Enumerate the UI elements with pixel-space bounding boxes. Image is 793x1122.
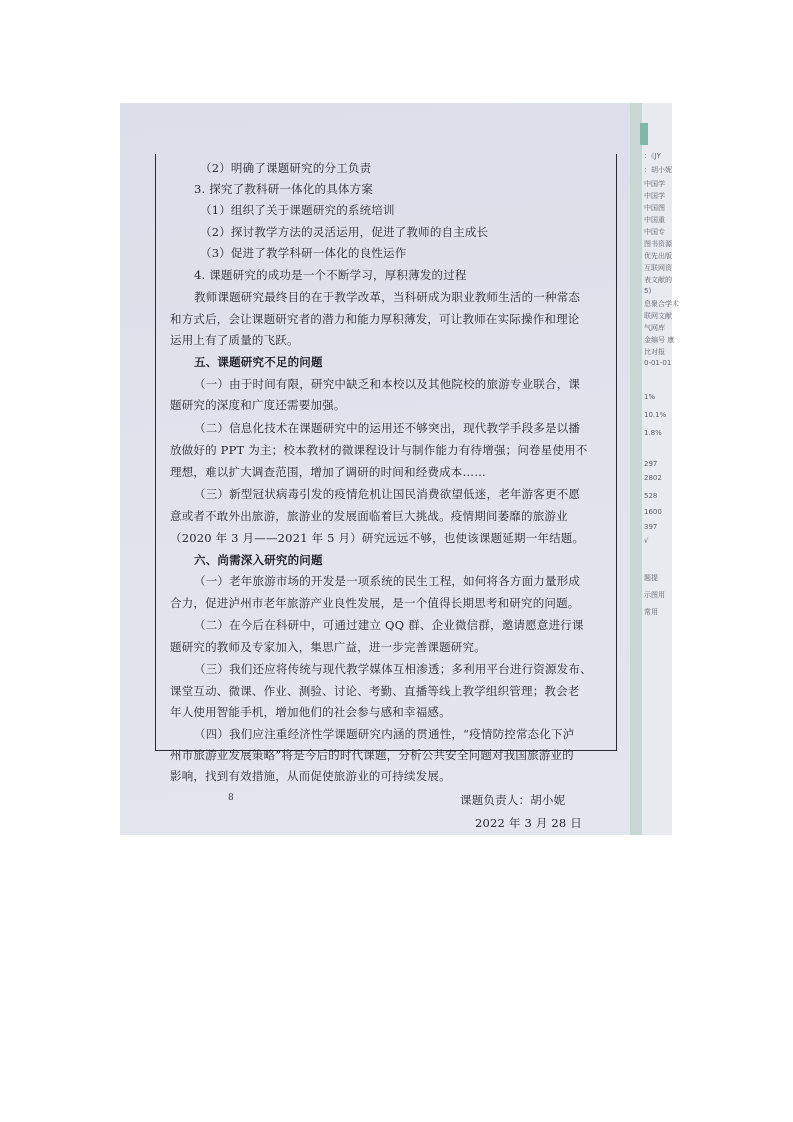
text-line: （2）探讨教学方法的灵活运用，促进了教师的自主成长 bbox=[200, 225, 489, 239]
background-text: ：胡小妮 bbox=[644, 166, 672, 174]
text-line: （三）新型冠状病毒引发的疫情危机让国民消费欲望低迷，老年游客更不愿 bbox=[194, 487, 581, 501]
section-heading: 五、课题研究不足的问题 bbox=[194, 355, 323, 369]
background-text: 中国专 bbox=[644, 228, 665, 236]
text-line: 意或者不敢外出旅游，旅游业的发展面临着巨大挑战。疫情期间萎靡的旅游业 bbox=[170, 509, 568, 523]
text-line: 4. 课题研究的成功是一个不断学习，厚积薄发的过程 bbox=[194, 268, 467, 282]
background-text: 0-01-01 bbox=[644, 359, 672, 367]
background-text: 中国学 bbox=[644, 192, 665, 200]
section-heading: 六、尚需深入研究的问题 bbox=[194, 553, 323, 567]
background-text: 常用 bbox=[644, 608, 658, 616]
text-line: 和方式后，会让课题研究者的潜力和能力厚积薄发，可让教师在实际操作和理论 bbox=[170, 312, 580, 326]
text-line: （2020 年 3 月——2021 年 5 月）研究远远不够，也使该课题延期一年结题。 bbox=[170, 531, 585, 545]
binder-strip bbox=[630, 103, 642, 835]
background-text: 中国重 bbox=[644, 216, 665, 224]
teal-tab bbox=[640, 123, 648, 145]
background-text: √ bbox=[644, 537, 649, 545]
background-text: 297 bbox=[644, 460, 658, 468]
document-photo bbox=[120, 103, 679, 835]
text-line: 放做好的 PPT 为主；校本教材的微课程设计与制作能力有待增强；问卷星使用不 bbox=[170, 443, 588, 457]
background-text: 比对报 bbox=[644, 348, 665, 356]
text-line: 合力，促进泸州市老年旅游产业良性发展，是一个值得长期思考和研究的问题。 bbox=[170, 596, 580, 610]
text-line: （2）明确了课题研究的分工负责 bbox=[200, 161, 372, 175]
background-text: 2802 bbox=[644, 474, 662, 482]
background-text: 1600 bbox=[644, 508, 662, 516]
text-line: （一）由于时间有限，研究中缺乏和本校以及其他院校的旅游专业联合，课 bbox=[194, 377, 581, 391]
date-line: 2022 年 3 月 28 日 bbox=[475, 816, 582, 830]
background-text: 中国图 bbox=[644, 204, 665, 212]
background-text: 金编号 康 bbox=[644, 336, 675, 344]
text-line: 题研究的教师及专家加入，集思广益，进一步完善课题研究。 bbox=[170, 640, 486, 654]
background-text: 397 bbox=[644, 523, 658, 531]
text-line: 课堂互动、微课、作业、测验、讨论、考勤、直播等线上教学组织管理；教会老 bbox=[170, 684, 580, 698]
background-text: 优先出版 bbox=[644, 252, 672, 260]
text-line: 题研究的深度和广度还需要加强。 bbox=[170, 398, 346, 412]
page-number: 8 bbox=[228, 793, 234, 803]
background-text: 1.8% bbox=[644, 429, 662, 437]
text-line: （四）我们应注重经济性学课题研究内涵的贯通性，“疫情防控常态化下泸 bbox=[194, 727, 575, 741]
background-text: 联网文献 bbox=[644, 312, 672, 320]
text-line: 3. 探究了教科研一体化的具体方案 bbox=[194, 182, 374, 196]
background-text: 5) bbox=[644, 287, 652, 295]
text-line: （3）促进了教学科研一体化的良性运作 bbox=[200, 246, 407, 260]
paper-page bbox=[120, 103, 630, 835]
background-text: 题提 bbox=[644, 574, 658, 582]
background-text: ：《JY bbox=[644, 152, 661, 160]
text-line: （1）组织了关于课题研究的系统培训 bbox=[200, 203, 395, 217]
text-line: 年人使用智能手机，增加他们的社会参与感和幸福感。 bbox=[170, 705, 451, 719]
text-line: （二）信息化技术在课题研究中的运用还不够突出，现代教学手段多是以播 bbox=[194, 421, 581, 435]
background-text: 1% bbox=[644, 393, 656, 401]
background-document bbox=[630, 103, 679, 835]
background-text: 图书资源 bbox=[644, 240, 672, 248]
text-line: 教师课题研究最终目的在于教学改革，当科研成为职业教师生活的一种常态 bbox=[194, 290, 581, 304]
background-text: 示图用 bbox=[644, 591, 665, 599]
background-text: 气网库 bbox=[644, 324, 665, 332]
text-line: 运用上有了质量的飞跃。 bbox=[170, 333, 299, 347]
background-text: 息聚合学术 bbox=[644, 300, 679, 308]
text-line: 影响，找到有效措施，从而促使旅游业的可持续发展。 bbox=[170, 769, 451, 783]
text-line: （二）在今后在科研中，可通过建立 QQ 群、企业微信群，邀请愿意进行课 bbox=[194, 618, 584, 632]
background-text: 中国学 bbox=[644, 180, 665, 188]
background-text: 互联网资 bbox=[644, 264, 672, 272]
text-line: 理想，难以扩大调查范围，增加了调研的时间和经费成本…… bbox=[170, 465, 486, 479]
background-text: 528 bbox=[644, 492, 658, 500]
background-text: 表文献的 bbox=[644, 276, 672, 284]
signature-line: 课题负责人：胡小妮 bbox=[460, 793, 566, 807]
background-text: 10.1% bbox=[644, 411, 667, 419]
text-line: （一）老年旅游市场的开发是一项系统的民生工程，如何将各方面力量形成 bbox=[194, 574, 581, 588]
text-line: 州市旅游业发展策略”将是今后的时代课题，分析公共安全问题对我国旅游业的 bbox=[170, 748, 574, 762]
text-line: （三）我们还应将传统与现代教学媒体互相渗透；多利用平台进行资源发布、 bbox=[194, 662, 592, 676]
